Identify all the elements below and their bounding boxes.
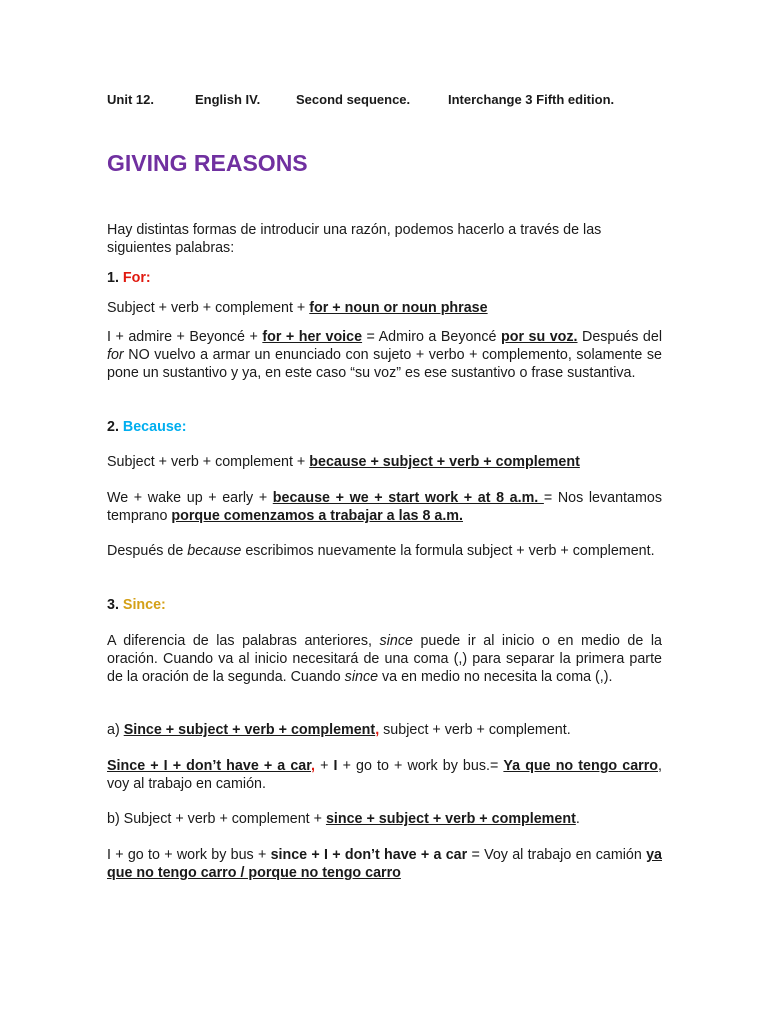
comma-mark: , — [311, 758, 315, 774]
example-text: = Admiro a Beyoncé — [362, 329, 501, 345]
example-highlight: Since + I + don’t have + a car — [107, 758, 312, 774]
example-highlight: because + we + start work + at 8 a.m. — [272, 490, 544, 506]
header-book: Interchange 3 Fifth edition. — [448, 92, 615, 107]
formula-text: . — [575, 811, 580, 827]
example-text: I + admire + Beyoncé + — [107, 329, 263, 345]
header-unit: Unit 12. — [107, 92, 154, 107]
because-formula — [107, 453, 662, 471]
example-text: = Nos levantamos temprano — [107, 490, 662, 524]
note-text: escribimos nuevamente la formula subject + verb + complement. — [241, 543, 655, 559]
section-since-heading — [107, 596, 662, 614]
formula-highlight: since + subject + verb + complement — [325, 811, 576, 827]
for-formula — [107, 299, 662, 317]
since-formula-a — [107, 721, 662, 739]
example-text: , voy al trabajo en camión. — [107, 758, 662, 792]
because-example — [107, 489, 662, 525]
keyword-italic: because — [187, 543, 242, 559]
description-text: A diferencia de las palabras anteriores, — [107, 633, 380, 649]
since-example-a — [107, 757, 662, 793]
intro-paragraph: Hay distintas formas de introducir una razón, podemos hacerlo a través de las siguientes palabras: — [107, 222, 602, 256]
example-text: I + go to + work by bus + — [107, 847, 271, 863]
keyword-italic: since — [344, 669, 379, 685]
since-formula-b — [107, 810, 662, 828]
formula-highlight: because + subject + verb + complement — [309, 454, 580, 470]
example-highlight: for + her voice — [262, 329, 363, 345]
comma-mark: , — [375, 722, 380, 738]
section-number: 3. — [107, 597, 123, 613]
formula-highlight: Since + subject + verb + complement — [123, 722, 376, 738]
formula-text: Subject + verb + complement + — [107, 300, 310, 316]
description-text: puede ir al inicio o en medio de la oración. Cuando va al inicio necesitará de una coma (,) para separar la primera parte de la oración de la segunda. Cuando — [107, 633, 663, 685]
section-keyword: Because: — [122, 419, 187, 435]
section-number: 1. — [107, 270, 123, 286]
example-text: + — [315, 758, 334, 774]
example-text: NO vuelvo a armar un enunciado con sujeto + verbo + complemento, solamente se pone un sustantivo y ya, en este caso “su voz” es ese sustantivo o frase sustantiva. — [107, 347, 662, 381]
formula-label: a) — [107, 722, 124, 738]
example-subject: I — [333, 758, 338, 774]
example-translation: porque comenzamos a trabajar a las 8 a.m. — [171, 508, 463, 524]
example-translation: por su voz. — [500, 329, 578, 345]
since-description — [107, 632, 662, 686]
for-example — [107, 328, 662, 382]
example-translation: Ya que no tengo carro — [503, 758, 659, 774]
example-text: We + wake up + early + — [107, 490, 273, 506]
section-keyword: For: — [122, 270, 151, 286]
header-sequence: Second sequence. — [296, 92, 411, 107]
page-title: GIVING REASONS — [107, 150, 308, 176]
note-text: Después de — [107, 543, 188, 559]
example-highlight: since + I + don’t have + a car — [270, 847, 468, 863]
formula-text: b) Subject + verb + complement + — [107, 811, 326, 827]
section-for-heading — [107, 269, 662, 287]
example-text: = Voy al trabajo en camión — [467, 847, 647, 863]
keyword-italic: since — [379, 633, 413, 649]
section-number: 2. — [107, 419, 123, 435]
example-translation: ya que no tengo carro / porque no tengo carro — [107, 847, 662, 881]
since-example-b — [107, 846, 662, 882]
header-course: English IV. — [195, 92, 261, 107]
section-because-heading — [107, 418, 662, 436]
description-text: va en medio no necesita la coma (,). — [378, 669, 613, 685]
example-text: Después del — [577, 329, 662, 345]
formula-text: Subject + verb + complement + — [107, 454, 310, 470]
example-text: + go to + work by bus.= — [337, 758, 504, 774]
formula-text: subject + verb + complement. — [379, 722, 571, 738]
section-keyword: Since: — [122, 597, 166, 613]
formula-highlight: for + noun or noun phrase — [309, 300, 488, 316]
because-note — [107, 542, 662, 560]
keyword-italic: for — [107, 347, 124, 363]
